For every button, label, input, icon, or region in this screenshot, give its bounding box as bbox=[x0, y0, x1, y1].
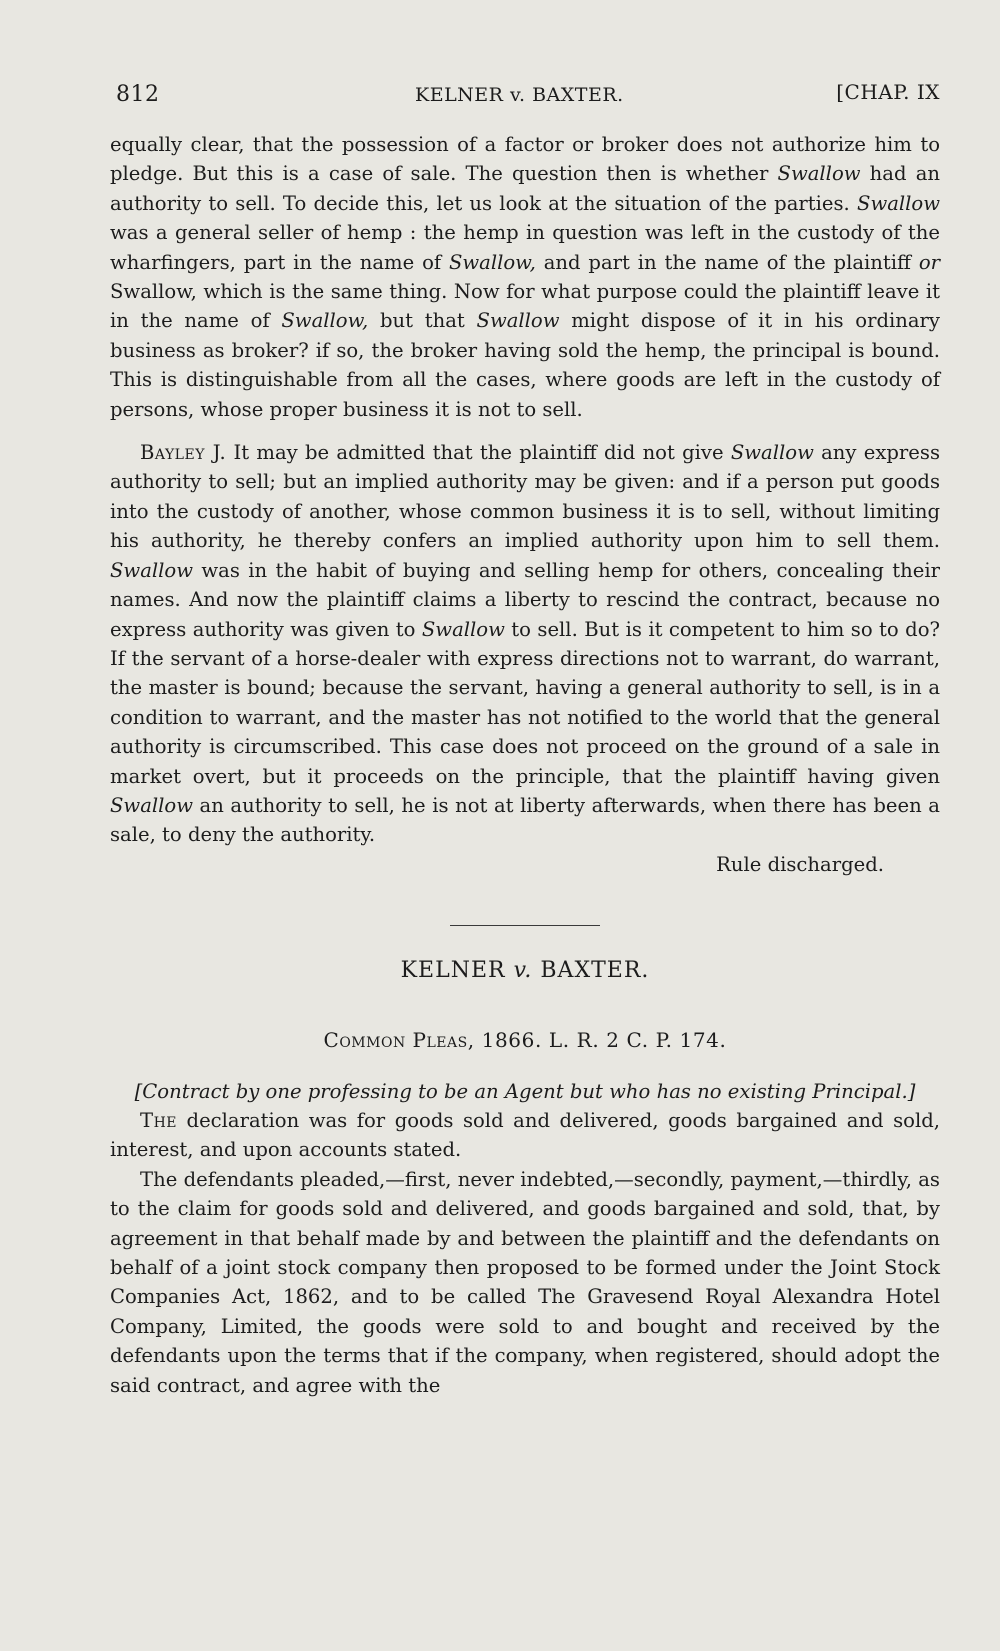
judge-name: Bayley J. bbox=[140, 441, 227, 465]
headnote: [Contract by one professing to be an Agent but who has no existing Principal.] bbox=[134, 1079, 916, 1103]
chapter-label: [CHAP. IX bbox=[836, 80, 940, 104]
paragraph-declaration: The declaration was for goods sold and delivered, goods bargained and sold, interest, and upon accounts stated. bbox=[110, 1108, 940, 1162]
paragraph-pleadings: The defendants pleaded,—first, never indebted,—secondly, payment,—thirdly, as to the claim for goods sold and delivered, and goods bargained and sold, that, by agreement in that behalf made by and between the plaintiff and the defendants on behalf of a joint stock company then proposed to be formed under the Joint Stock Companies Act, 1862, and to be called The Gravesend Royal Alexandra Hotel Company, Limited, the goods were sold to and bought and received by the defendants upon the terms that if the company, when registered, should adopt the said contract, and agree with the bbox=[110, 1167, 940, 1397]
disposition: Rule discharged. bbox=[716, 852, 884, 876]
case-citation: Common Pleas, 1866. L. R. 2 C. P. 174. bbox=[323, 1027, 727, 1052]
paragraph-bayley-opinion: Bayley J. It may be admitted that the plaintiff did not give Swallow any express authority to sell; but an implied authority may be given: and if a person put goods into the custody of another, whose common business it is to sell, without limiting his authority, he thereby confers an implied authority upon him to sell them. Swallow was in the habit of buying and selling hemp for others, concealing their names. And now the plaintiff claims a liberty to rescind the contract, because no express authority was given to Swallow to sell. But is it competent to him so to do? If the servant of a horse-dealer with express directions not to warrant, do warrant, the master is bound; because the servant, having a general authority to sell, is in a condition to warrant, and the master has not notified to the world that the general authority is circumscribed. This case does not proceed on the ground of a sale in market overt, but it proceeds on the principle, that the plaintiff having given Swallow an authority to sell, he is not at liberty afterwards, when there has been a sale, to deny the authority. bbox=[110, 441, 941, 847]
running-title: KELNER v. BAXTER. bbox=[415, 84, 624, 106]
page-body bbox=[110, 130, 940, 1400]
running-head bbox=[110, 78, 940, 118]
paragraph-continued-opinion: equally clear, that the possession of a factor or broker does not authorize him to pledge. But this is a case of sale. The question then is whether Swallow had an authority to sell. To decide this, let us look at the situation of the parties. Swallow was a general seller of hemp : the hemp in question was left in the custody of the wharfingers, part in the name of Swallow, and part in the name of the plaintiff or Swallow, which is the same thing. Now for what purpose could the plaintiff leave it in the name of Swallow, but that Swallow might dispose of it in his ordinary business as broker? if so, the broker having sold the hemp, the principal is bound. This is distinguishable from all the cases, where goods are left in the custody of persons, whose proper business it is not to sell. bbox=[110, 133, 940, 421]
case-title: KELNER v. BAXTER. bbox=[400, 958, 650, 984]
court-name: Common Pleas bbox=[323, 1027, 468, 1052]
section-divider bbox=[450, 925, 600, 926]
page-number: 812 bbox=[116, 82, 160, 107]
